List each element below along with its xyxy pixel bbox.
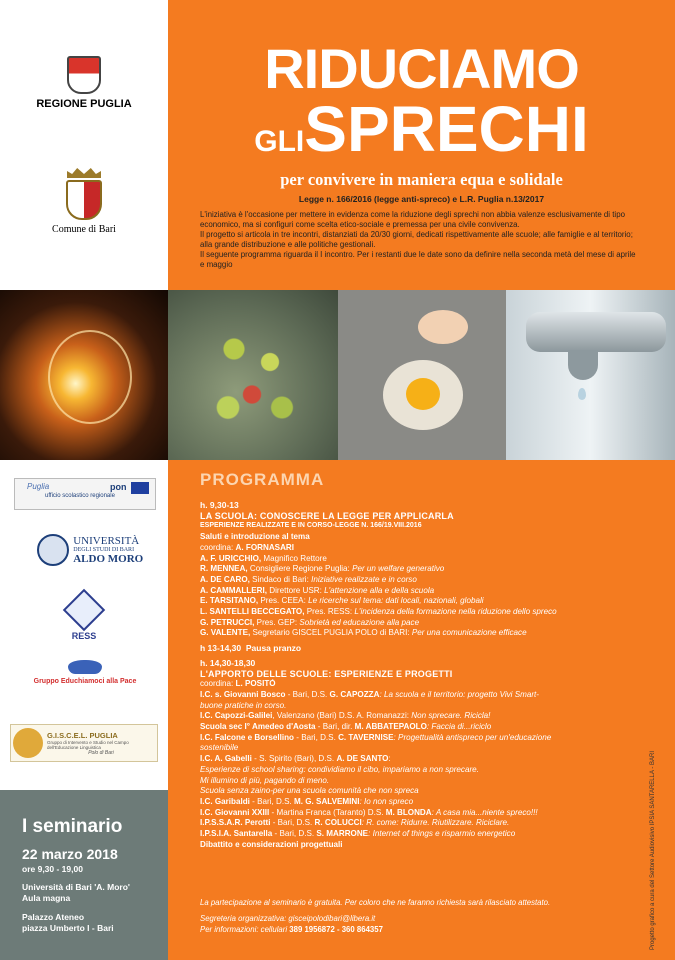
title-gli-sprechi (168, 93, 675, 175)
school-topic: : Io non spreco (359, 796, 414, 806)
giscel-box (10, 724, 158, 762)
title-gli: GLI (254, 125, 305, 158)
speaker-name: G. PETRUCCI, (200, 617, 255, 627)
subtitle: per convivere in maniera equa e solidale (280, 170, 563, 189)
speaker-role: Sindaco di Bari: (249, 574, 312, 584)
giscel-line1: G.I.S.C.E.L. PUGLIA (47, 730, 118, 740)
school-row (200, 722, 670, 733)
speaker-row (200, 607, 670, 618)
speaker-name: G. VALENTE, (200, 628, 251, 638)
light-bulb-photo (0, 290, 168, 460)
pause-row (200, 643, 670, 654)
puglia-shield-icon (67, 56, 101, 94)
intro-text (200, 210, 640, 270)
uni-line3: ALDO MORO (73, 553, 144, 565)
school-head: M. G. SALVEMINI (294, 796, 360, 806)
school-head: R. COLUCCI (314, 818, 362, 828)
egg-yolk-icon (406, 378, 440, 410)
speaker-row (200, 554, 670, 565)
ress-logo (54, 595, 114, 641)
bari-crest-icon (66, 180, 102, 220)
speaker-topic: L'attenzione alla e della scuola (324, 585, 435, 595)
university-seal-icon (37, 534, 69, 566)
seminar-date: 22 marzo 2018 (22, 846, 118, 862)
school-topic: sostenibile (200, 743, 239, 753)
speaker-topic: Per una comunicazione efficace (411, 628, 527, 638)
coord-name: A. FORNASARI (235, 542, 295, 552)
coord-label: coordina: (200, 679, 236, 689)
comune-bari-label: Comune di Bari (52, 224, 116, 235)
intro-paragraph-2: Il progetto si articola in tre incontri, distanziati da 20/30 giorni, dedicati rispettivamente alle scuole; alle famiglie e al territorio; alla grande distribuzione e alle politiche gestionali. (200, 230, 633, 249)
school-place: - Martina Franca (Taranto) D.S. (269, 807, 386, 817)
school-name: I.C. Giovanni XXIII (200, 807, 270, 817)
closing-debate: Dibattito e considerazioni progettuali (200, 839, 343, 849)
speaker-name: A. CAMMALLERI, (200, 585, 267, 595)
speaker-row (200, 628, 670, 639)
school-head: S. MARRONE (316, 829, 369, 839)
school-topic: Esperienze di school sharing: condividiamo il cibo, impariamo a non sprecare. (200, 764, 479, 774)
school-row (200, 829, 670, 840)
apples-icon (198, 310, 318, 440)
speaker-row (200, 596, 670, 607)
speaker-name: L. SANTELLI BECCEGATO, (200, 607, 305, 617)
info-label: Per informazioni: cellulari (200, 925, 290, 934)
eggshell-icon (418, 310, 468, 344)
giscel-line2: Gruppo di Intervento e Studio nel Campo dell'Educazione Linguistica (47, 739, 129, 750)
program-heading: PROGRAMMA (200, 470, 325, 489)
speaker-row (200, 618, 670, 629)
school-name: I.C. A. Gabelli (200, 754, 252, 764)
school-row (200, 743, 670, 754)
giscel-emblem-icon (13, 728, 43, 758)
comune-bari-logo (24, 168, 144, 235)
school-topic: : (388, 754, 391, 764)
speaker-role: Pres. RESS: (304, 607, 355, 617)
school-name: I.C. Garibaldi (200, 796, 250, 806)
coord-label: coordina: (200, 542, 236, 552)
seminar-venue2: Aula magna (22, 893, 71, 903)
speaker-topic: Le ricerche sul tema: dati locali, nazionali, globali (308, 596, 484, 606)
university-text (73, 535, 143, 565)
school-name: I.P.S.S.A.R. Perotti (200, 818, 271, 828)
intro-paragraph-3: Il seguente programma riguarda il I incontro. Per i restanti due le date sono da definire nella seconda metà del mese di aprile e maggio (200, 250, 636, 269)
speaker-name: E. TARSITANO, (200, 596, 259, 606)
school-head: C. TAVERNISE (338, 732, 394, 742)
school-row (200, 818, 670, 829)
seminar-title: I seminario (22, 816, 123, 837)
seminar-place1: Palazzo Ateneo (22, 912, 85, 922)
school-place: - Bari, D.S. (249, 796, 295, 806)
school-row (200, 701, 670, 712)
seminar-info-box (0, 790, 168, 960)
title-riduciamo: RIDUCIAMO (264, 37, 579, 100)
secretary-email[interactable]: gisceipolodibari@libera.it (288, 914, 376, 923)
pon-right-label: pon (110, 482, 127, 492)
gruppo-pace-logo (30, 660, 140, 685)
seminar-hours: ore 9,30 - 19,00 (22, 864, 83, 874)
speaker-topic: L'incidenza della formazione nella riduzione dello spreco (354, 607, 557, 617)
speaker-topic: Per un welfare generativo (352, 564, 445, 574)
session1-title: LA SCUOLA: CONOSCERE LA LEGGE PER APPLICARLA (200, 510, 454, 521)
school-name: I.C. Capozzi-Galilei (200, 711, 273, 721)
ress-icon (63, 589, 105, 631)
speaker-row (200, 586, 670, 597)
pon-banner (14, 478, 156, 510)
gruppo-label: Gruppo Educhiamoci alla Pace (33, 678, 137, 685)
law-reference: Legge n. 166/2016 (legge anti-spreco) e L.R. Puglia n.13/2017 (298, 194, 545, 204)
school-place: , Valenzano (Bari) D.S. A. Romanazzi: (272, 711, 412, 721)
school-topic: Mi illumino di più, pagando di meno. (200, 775, 330, 785)
speaker-name: A. DE CARO, (200, 574, 250, 584)
giscel-logo (10, 724, 158, 762)
title-sprechi: SPRECHI (304, 93, 589, 165)
speaker-topic: Sobrietà ed educazione alla pace (299, 617, 420, 627)
participation-note: La partecipazione al seminario è gratuita. Per coloro che ne faranno richiesta sarà rilasciato attestato. (200, 898, 551, 907)
school-row (200, 808, 670, 819)
secretary-line (200, 914, 650, 924)
school-head: M. ABBATEPAOLO (354, 722, 427, 732)
pause-label: Pausa pranzo (245, 643, 302, 654)
school-topic: Non sprecare. Ricicla! (411, 711, 491, 721)
egg-photo (338, 290, 506, 460)
credit-text: Progetto grafico a cura del Settore Audiovisivo IPSIA SANTARELLA - BARI (650, 751, 656, 950)
giscel-line3: Polo di Bari (88, 749, 114, 756)
info-line (200, 925, 650, 935)
school-head: M. BLONDA (385, 807, 432, 817)
session2-coordinator (200, 679, 670, 690)
school-topic: : A casa mia...niente spreco!!! (431, 807, 538, 817)
faucet-icon (526, 312, 666, 352)
seminar-place2: piazza Umberto I - Bari (22, 923, 114, 933)
coord-name: L. POSITÒ (235, 679, 276, 689)
pon-usr-logo (14, 478, 156, 510)
school-name: I.C. s. Giovanni Bosco (200, 689, 286, 699)
seminar-venue1: Università di Bari 'A. Moro' (22, 882, 130, 892)
speaker-role: Segretario GISCEL PUGLIA POLO di BARI: (250, 628, 412, 638)
water-drop-icon (578, 388, 586, 400)
program-list (200, 490, 670, 851)
pon-sub-label: ufficio scolastico regionale (45, 493, 115, 499)
school-row (200, 733, 670, 744)
uniba-logo (30, 534, 150, 566)
school-place: - S. Spirito (Bari), D.S. (251, 754, 337, 764)
school-head: A. DE SANTO (336, 754, 389, 764)
school-name: I.C. Falcone e Borsellino (200, 732, 294, 742)
regione-puglia-label: REGIONE PUGLIA (36, 98, 132, 110)
school-topic: Scuola senza zaino-per una scuola comunità che non spreca (200, 786, 419, 796)
session2-time: h. 14,30-18,30 (200, 657, 256, 668)
school-row (200, 711, 670, 722)
session1-coordinator (200, 543, 670, 554)
school-head: G. CAPOZZA (329, 689, 380, 699)
regione-puglia-logo (24, 56, 144, 110)
pon-left-label: Puglia (27, 482, 50, 491)
speaker-role: Pres. GEP: (254, 617, 300, 627)
school-place: - Bari, D.S. (285, 689, 330, 699)
school-name: I.P.S.I.A. Santarella (200, 829, 273, 839)
session1-subtitle: ESPERIENZE REALIZZATE E IN CORSO-LEGGE N. 166/19.VIII.2016 (200, 522, 422, 530)
uni-line1: UNIVERSITÀ (73, 535, 140, 547)
school-place: - Bari, D.S. (272, 829, 317, 839)
crown-icon (67, 168, 101, 178)
school-name: Scuola sec I° Amedeo d'Aosta (200, 722, 316, 732)
school-row (200, 786, 670, 797)
school-topic: : Faccia di...riciclo (426, 722, 492, 732)
speaker-role: Magnifico Rettore (261, 553, 327, 563)
school-place: - Bari, D.S. (270, 818, 315, 828)
speaker-topic: Iniziative realizzate e in corso (311, 574, 417, 584)
speaker-row (200, 564, 670, 575)
eu-flag-icon (131, 482, 149, 494)
pause-time: h 13-14,30 (200, 643, 242, 654)
uni-line2: DEGLI STUDI DI BARI (73, 547, 135, 553)
photo-strip (0, 290, 675, 460)
ress-label: RESS (71, 631, 97, 641)
school-row (200, 797, 670, 808)
school-topic: buone pratiche in corso. (200, 700, 287, 710)
speaker-name: R. MENNEA, (200, 564, 248, 574)
school-topic: : La scuola e il territorio: progetto Vivi Smart- (379, 689, 539, 699)
school-row (200, 776, 670, 787)
secretary-label: Segreteria organizzativa: (200, 914, 289, 923)
intro-paragraph-1: L'iniziativa è l'occasione per mettere in evidenza come la riduzione degli sprechi non abbia valenze esclusivamente di tipo economico, ma si configuri come scelta etico-sociale e premessa per una civile convivenza. (200, 210, 625, 229)
apples-photo (168, 290, 338, 460)
bulb-icon (48, 330, 132, 424)
info-phones: 389 1956872 - 360 864357 (289, 925, 383, 934)
school-row (200, 754, 670, 765)
session2-title: L'APPORTO DELLE SCUOLE: ESPERIENZE E PROGETTI (200, 668, 453, 679)
school-place: - Bari, D.S. (294, 732, 339, 742)
speaker-role: Pres. CEEA: (258, 596, 309, 606)
speaker-row (200, 575, 670, 586)
school-topic: : R. come: Ridurre. Riutilizzare. Riciclare. (361, 818, 510, 828)
school-row (200, 765, 670, 776)
speaker-role: Consigliere Regione Puglia: (247, 564, 353, 574)
dove-icon (68, 660, 102, 674)
session1-saluti: Saluti e introduzione al tema (200, 532, 310, 542)
speaker-name: A. F. URICCHIO, (200, 553, 262, 563)
speaker-role: Direttore USR: (267, 585, 325, 595)
school-place: - Bari, dir. (315, 722, 355, 732)
school-row (200, 690, 670, 701)
faucet-photo (506, 290, 675, 460)
school-topic: : Progettualità antispreco per un'educazione (393, 732, 552, 742)
session1-time: h. 9,30-13 (200, 500, 239, 510)
school-topic: : Internet of things e risparmio energetico (368, 829, 516, 839)
faucet-spout-icon (568, 350, 598, 380)
graphic-credit (650, 720, 660, 950)
